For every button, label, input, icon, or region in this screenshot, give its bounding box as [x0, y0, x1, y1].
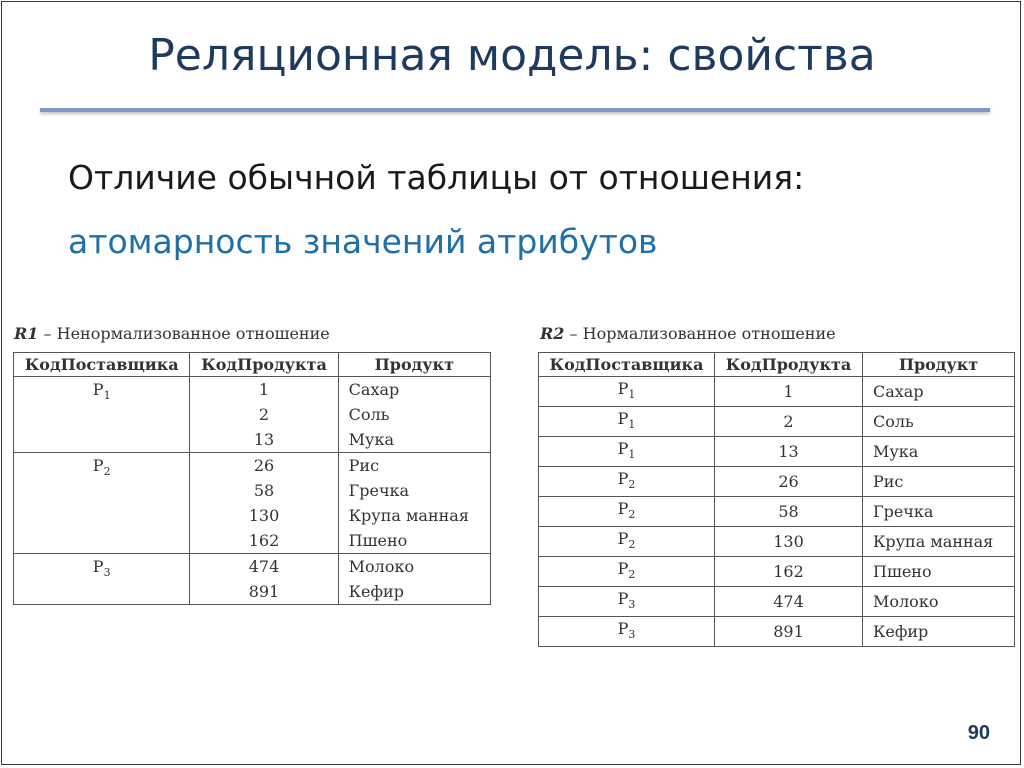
r1-code-value: 2: [258, 405, 270, 424]
r1-supplier-line: [14, 377, 189, 402]
r1-product-value: Молоко: [348, 557, 415, 576]
r2-supplier-value: $P_1$: [617, 379, 636, 401]
r2-caption: [540, 324, 836, 343]
r2-product-cell: Сахар: [863, 377, 1015, 407]
r2-supplier-value: $P_2$: [617, 559, 636, 581]
r1-supplier-value: $P_1$: [92, 380, 111, 402]
r2-table-row: [539, 437, 1015, 467]
supplier-subscript: 2: [103, 465, 111, 478]
r1-product-cell: [338, 453, 490, 554]
title-divider: [40, 108, 990, 112]
r2-supplier-value: $P_1$: [617, 409, 636, 431]
r2-code-cell: 13: [715, 437, 863, 467]
r2-supplier-cell: [539, 557, 715, 587]
r2-header-code: КодПродукта: [715, 353, 863, 377]
slide-title: Реляционная модель: свойства: [148, 30, 876, 81]
r1-product-value: Гречка: [348, 481, 410, 500]
r1-supplier-cell: [14, 554, 190, 605]
r1-header-supplier: КодПоставщика: [14, 353, 190, 377]
supplier-subscript: 2: [628, 538, 636, 551]
r1-header-product: Продукт: [338, 353, 490, 377]
supplier-subscript: 1: [628, 448, 636, 461]
r1-code-value: 58: [253, 481, 275, 500]
r2-table-row: [539, 497, 1015, 527]
r2-table-row: [539, 587, 1015, 617]
r1-supplier-value: $P_3$: [92, 557, 111, 579]
r2-supplier-value: $P_2$: [617, 469, 636, 491]
r2-caption-text: – Нормализованное отношение: [564, 324, 836, 343]
r2-supplier-cell: [539, 407, 715, 437]
r2-name: R2: [540, 324, 565, 343]
r1-product-value: Рис: [348, 456, 380, 475]
r2-product-cell: Молоко: [863, 587, 1015, 617]
r1-code-value: 474: [248, 557, 280, 576]
r1-group-row: [14, 453, 491, 554]
r2-code-cell: 26: [715, 467, 863, 497]
r2-supplier-cell: [539, 617, 715, 647]
supplier-subscript: 1: [628, 388, 636, 401]
r1-product-value: Соль: [348, 405, 390, 424]
r2-supplier-value: $P_2$: [617, 529, 636, 551]
r2-table-row: [539, 467, 1015, 497]
r1-product-value: Кефир: [348, 582, 404, 601]
r2-supplier-cell: [539, 437, 715, 467]
r1-product-value: Крупа манная: [348, 506, 469, 525]
r2-product-cell: Кефир: [863, 617, 1015, 647]
r1-caption-text: – Ненормализованное отношение: [38, 324, 330, 343]
r1-code-value: 891: [248, 582, 280, 601]
r1-header-row: [14, 353, 491, 377]
r2-header-product: Продукт: [863, 353, 1015, 377]
r2-product-cell: Рис: [863, 467, 1015, 497]
r1-product-value: Пшено: [348, 531, 408, 550]
r1-header-code: КодПродукта: [190, 353, 338, 377]
supplier-subscript: 2: [628, 478, 636, 491]
r1-group-row: [14, 554, 491, 605]
r2-table-row: [539, 557, 1015, 587]
r2-code-cell: 891: [715, 617, 863, 647]
supplier-subscript: 3: [628, 628, 636, 641]
r1-code-cell: [190, 453, 338, 554]
r2-supplier-cell: [539, 527, 715, 557]
r1-supplier-line: [14, 453, 189, 478]
supplier-subscript: 1: [103, 389, 111, 402]
r2-supplier-cell: [539, 587, 715, 617]
supplier-subscript: 3: [628, 598, 636, 611]
r1-code-value: 26: [253, 456, 275, 475]
r2-table-row: [539, 617, 1015, 647]
r1-caption: [14, 324, 330, 343]
r2-code-cell: 162: [715, 557, 863, 587]
r1-group-row: [14, 377, 491, 453]
supplier-subscript: 2: [628, 568, 636, 581]
r2-supplier-cell: [539, 467, 715, 497]
r1-code-value: 13: [253, 430, 275, 449]
r1-product-value: Мука: [348, 430, 394, 449]
r1-product-cell: [338, 554, 490, 605]
supplier-subscript: 1: [628, 418, 636, 431]
r2-product-cell: Соль: [863, 407, 1015, 437]
supplier-subscript: 2: [628, 508, 636, 521]
r2-header-row: [539, 353, 1015, 377]
r2-table: [538, 352, 1015, 647]
r2-header-supplier: КодПоставщика: [539, 353, 715, 377]
page-number: 90: [967, 722, 990, 744]
r1-product-cell: [338, 377, 490, 453]
r1-code-cell: [190, 377, 338, 453]
r1-code-cell: [190, 554, 338, 605]
r1-code-value: 130: [248, 506, 280, 525]
r1-table: [13, 352, 491, 605]
r1-code-value: 1: [258, 380, 270, 399]
r2-supplier-value: $P_3$: [617, 589, 636, 611]
r1-supplier-line: [14, 554, 189, 579]
r2-table-row: [539, 407, 1015, 437]
r1-name: R1: [14, 324, 39, 343]
r1-supplier-value: $P_2$: [92, 456, 111, 478]
r1-product-value: Сахар: [348, 380, 400, 399]
r2-product-cell: Мука: [863, 437, 1015, 467]
r2-supplier-value: $P_1$: [617, 439, 636, 461]
r2-product-cell: Пшено: [863, 557, 1015, 587]
r1-code-value: 162: [248, 531, 280, 550]
supplier-subscript: 3: [103, 566, 111, 579]
r2-code-cell: 474: [715, 587, 863, 617]
r2-product-cell: Гречка: [863, 497, 1015, 527]
r1-supplier-cell: [14, 453, 190, 554]
r2-product-cell: Крупа манная: [863, 527, 1015, 557]
r2-code-cell: 130: [715, 527, 863, 557]
r2-table-row: [539, 377, 1015, 407]
r2-supplier-cell: [539, 497, 715, 527]
r2-supplier-cell: [539, 377, 715, 407]
r2-code-cell: 2: [715, 407, 863, 437]
highlight-text: атомарность значений атрибутов: [68, 222, 658, 261]
slide-subtitle: Отличие обычной таблицы от отношения:: [68, 158, 805, 197]
r2-code-cell: 1: [715, 377, 863, 407]
r2-code-cell: 58: [715, 497, 863, 527]
r1-supplier-cell: [14, 377, 190, 453]
r2-supplier-value: $P_3$: [617, 619, 636, 641]
r2-supplier-value: $P_2$: [617, 499, 636, 521]
r2-table-row: [539, 527, 1015, 557]
